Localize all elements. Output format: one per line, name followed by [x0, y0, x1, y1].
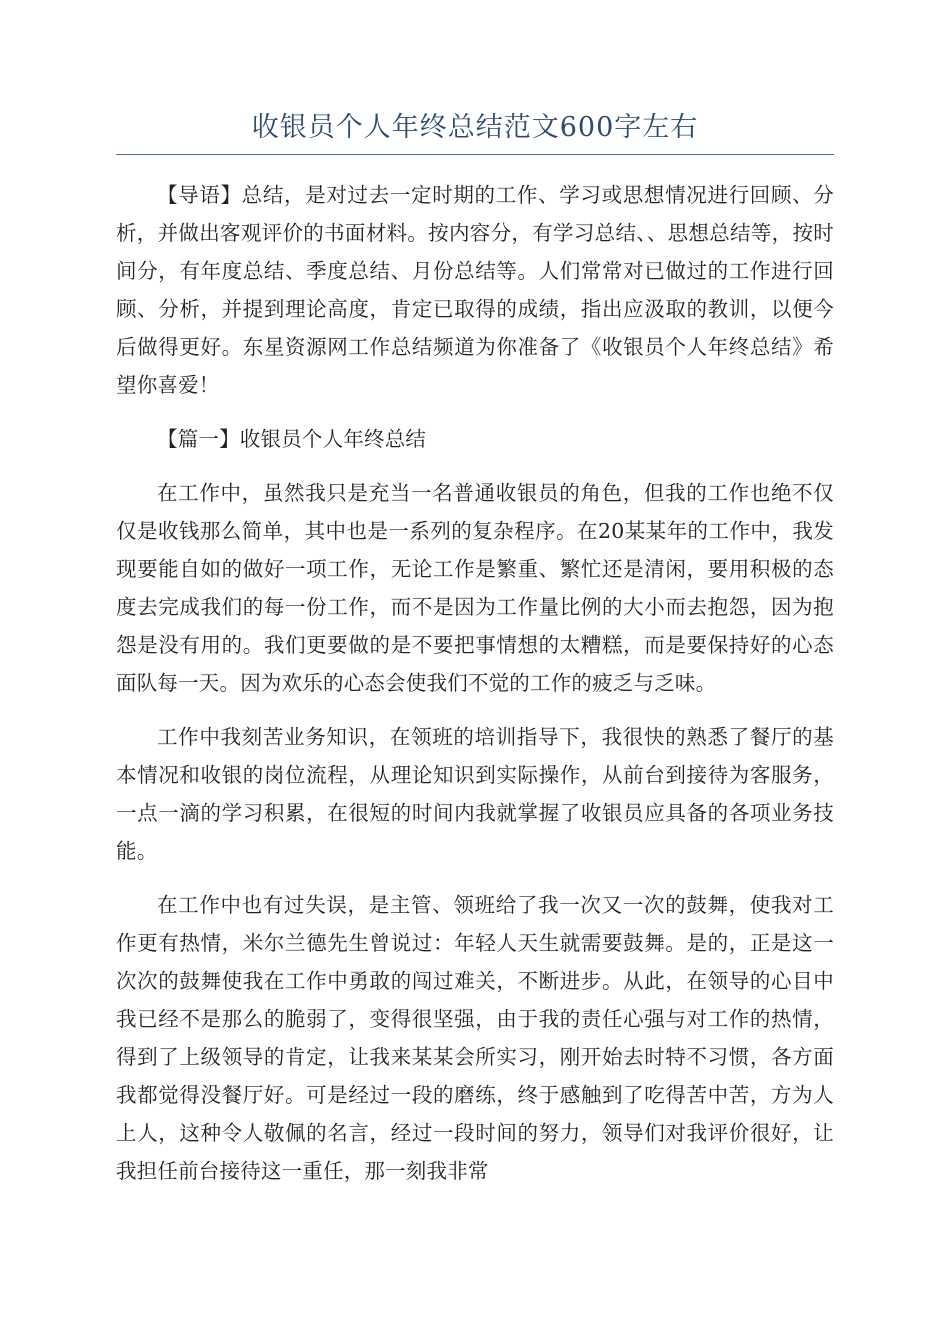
section-heading: 【篇一】收银员个人年终总结: [157, 427, 427, 451]
intro-paragraph: 【导语】总结，是对过去一定时期的工作、学习或思想情况进行回顾、分析，并做出客观评价的书面材料。按内容分，有学习总结、、思想总结等，按时间分，有年度总结、季度总结、月份总结等。人们常常对已做过的工作进行回顾、分析，并提到理论高度，肯定已取得的成绩，指出应汲取的教训，以便今后做得更好。东星资源网工作总结频道为你准备了《收银员个人年终总结》希望你喜爱！: [116, 183, 834, 397]
body-paragraph: 工作中我刻苦业务知识，在领班的培训指导下，我很快的熟悉了餐厅的基本情况和收银的岗位流程，从理论知识到实际操作，从前台到接待为客服务，一点一滴的学习积累，在很短的时间内我就掌握了收银员应具备的各项业务技能。: [116, 725, 834, 863]
document-title: 收银员个人年终总结范文600字左右: [251, 112, 699, 143]
title-underline: [116, 154, 834, 155]
body-paragraph: 在工作中，虽然我只是充当一名普通收银员的角色，但我的工作也绝不仅仅是收钱那么简单，其中也是一系列的复杂程序。在20某某年的工作中，我发现要能自如的做好一项工作，无论工作是繁重、繁忙还是清闲，要用积极的态度去完成我们的每一份工作，而不是因为工作量比例的大小而去抱怨，因为抱怨是没有用的。我们更要做的是不要把事情想的太糟糕，而是要保持好的心态面队每一天。因为欢乐的心态会使我们不觉的工作的疲乏与乏味。: [116, 481, 834, 695]
document-body: [116, 176, 834, 1206]
body-paragraph: 在工作中也有过失误，是主管、领班给了我一次又一次的鼓舞，使我对工作更有热情，米尔兰德先生曾说过：年轻人天生就需要鼓舞。是的，正是这一次次的鼓舞使我在工作中勇敢的闯过难关，不断进步。从此，在领导的心目中我已经不是那么的脆弱了，变得很坚强，由于我的责任心强与对工作的热情，得到了上级领导的肯定，让我来某某会所实习，刚开始去时特不习惯，各方面我都觉得没餐厅好。可是经过一段的磨练，终于感触到了吃得苦中苦，方为人上人，这种令人敬佩的名言，经过一段时间的努力，领导们对我评价很好，让我担任前台接待这一重任，那一刻我非常: [116, 893, 834, 1183]
